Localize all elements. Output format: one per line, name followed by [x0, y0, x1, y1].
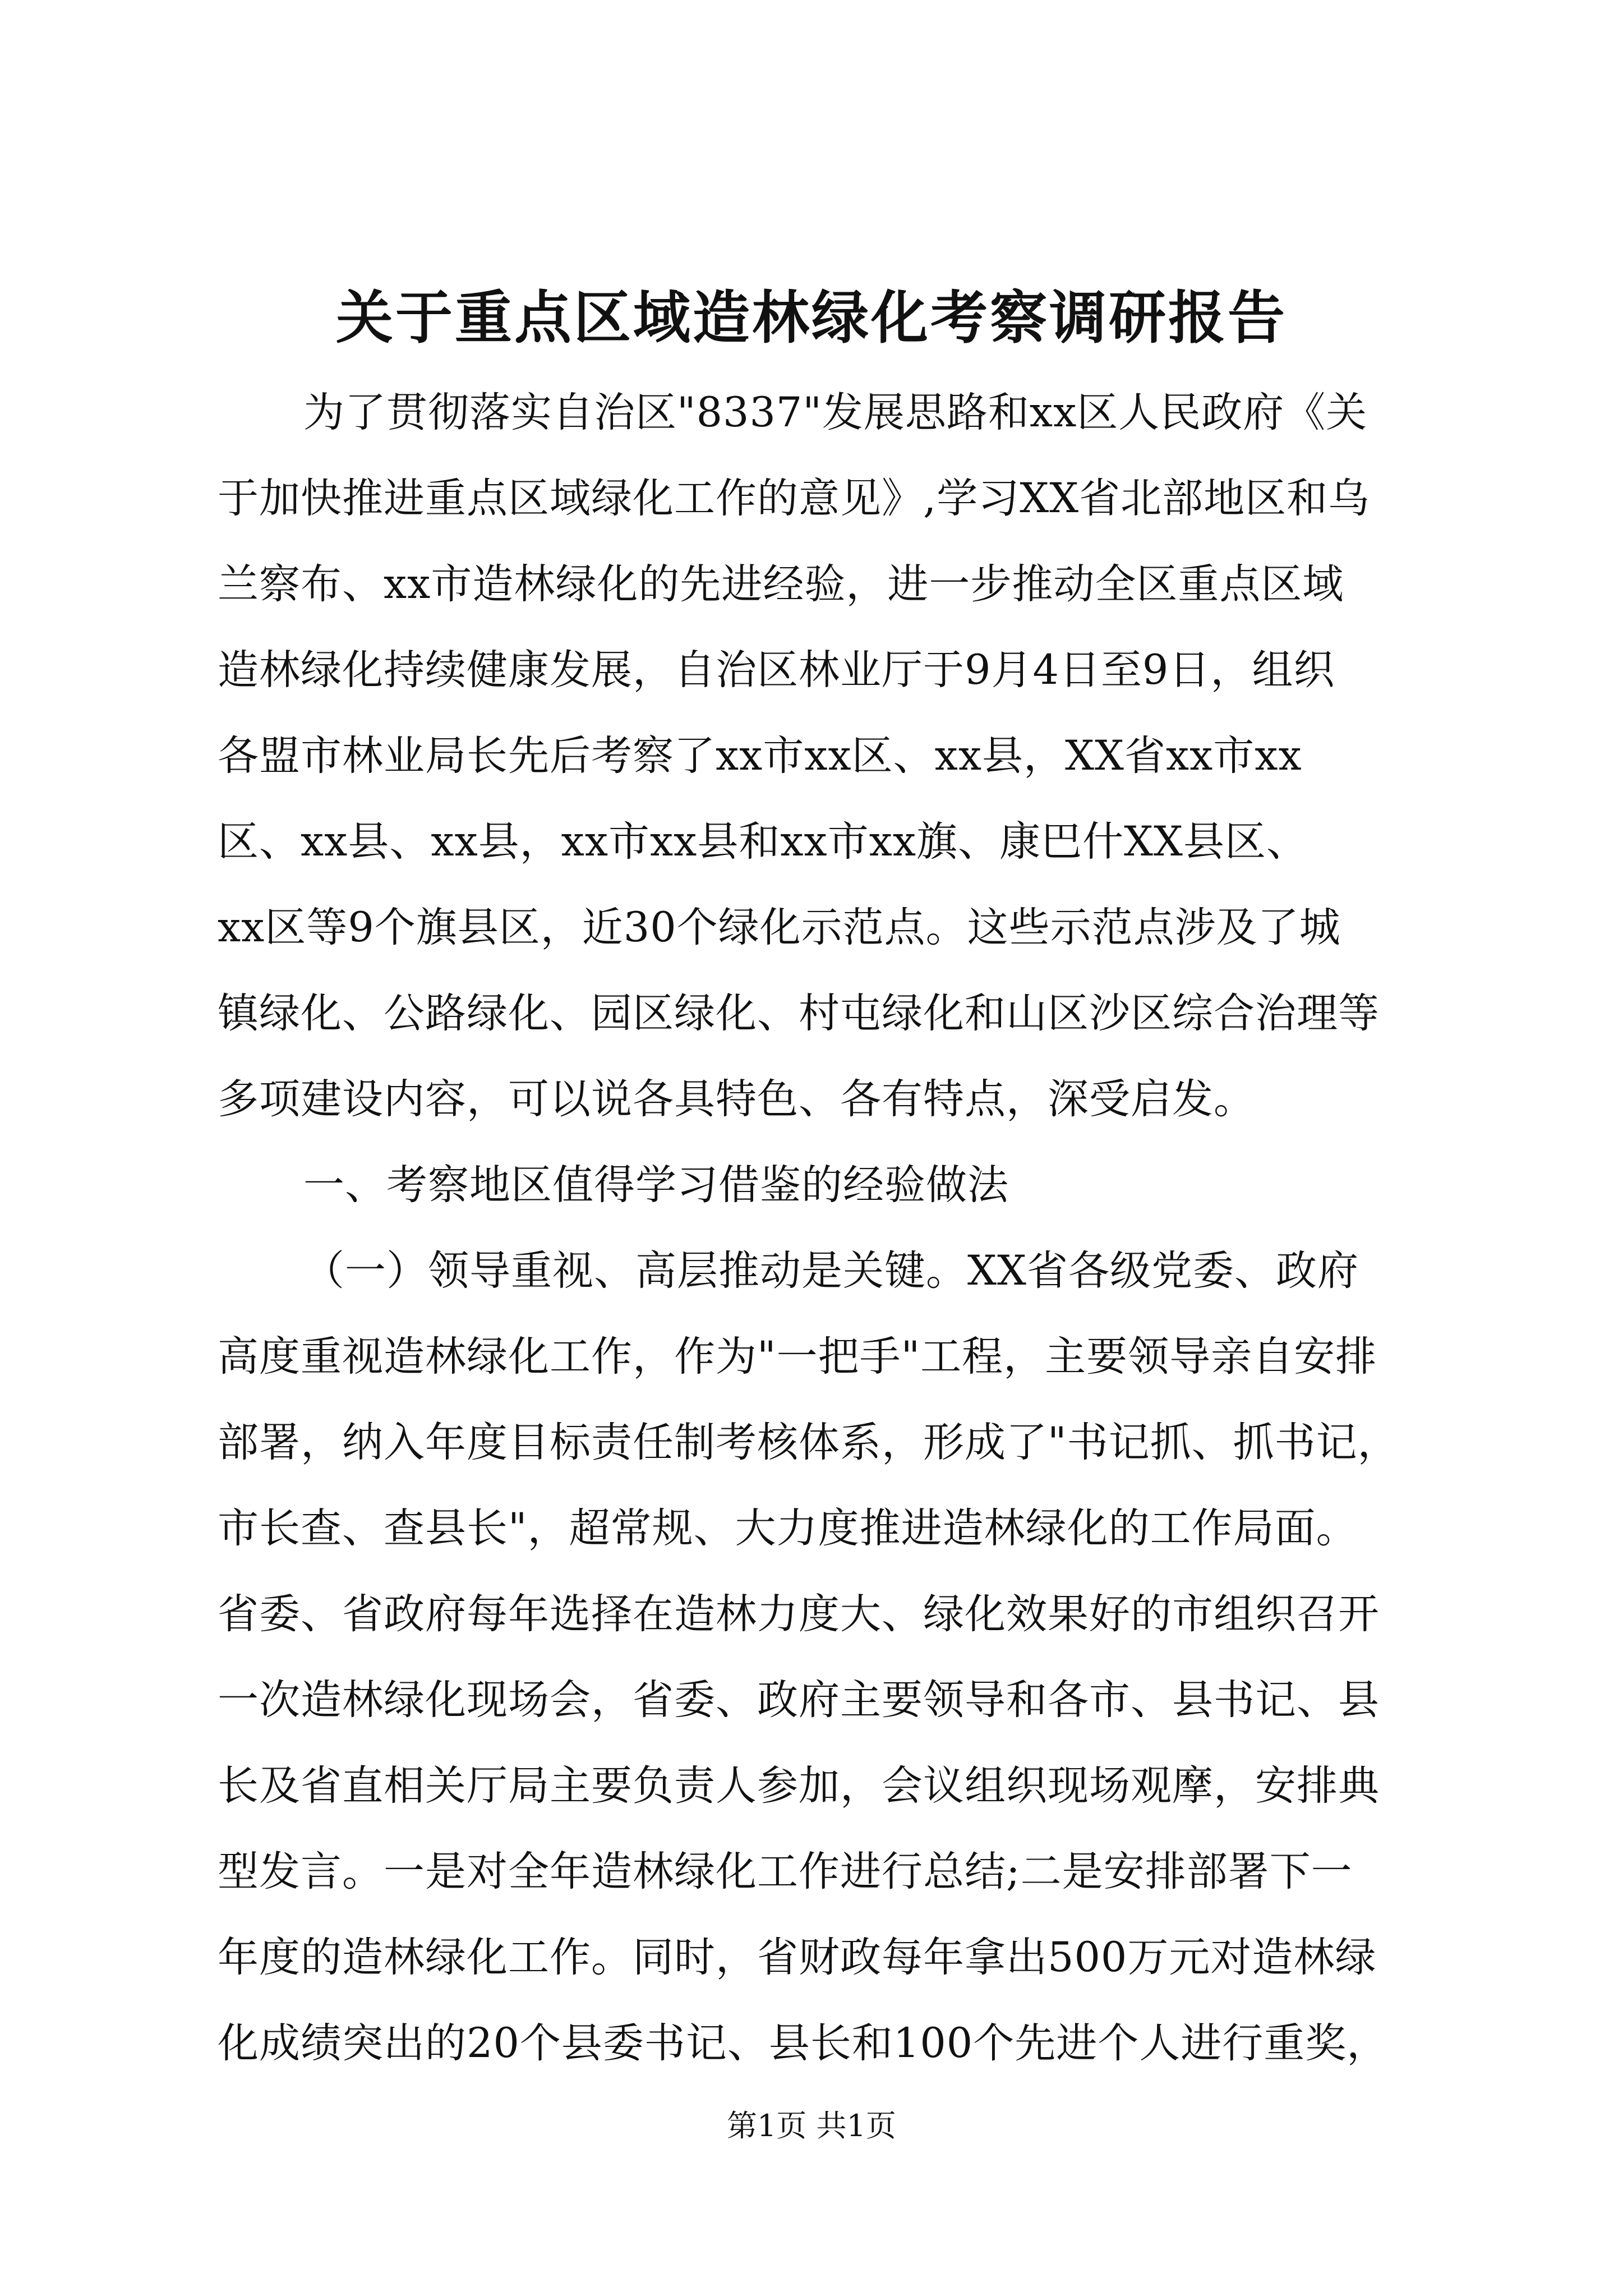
body-line: 长及省直相关厅局主要负责人参加，会议组织现场观摩，安排典: [218, 1762, 1380, 1810]
body-line: 部署，纳入年度目标责任制考核体系，形成了"书记抓、抓书记，: [218, 1419, 1399, 1466]
body-line: 高度重视造林绿化工作，作为"一把手"工程，主要领导亲自安排: [218, 1333, 1377, 1381]
body-line: 化成绩突出的20个县委书记、县长和100个先进个人进行重奖，: [218, 2019, 1389, 2067]
body-line: 各盟市林业局长先后考察了xx市xx区、xx县，XX省xx市xx: [218, 732, 1302, 780]
body-line: 省委、省政府每年选择在造林力度大、绿化效果好的市组织召开: [218, 1590, 1380, 1638]
body-line: xx区等9个旗县区，近30个绿化示范点。这些示范点涉及了城: [218, 904, 1341, 951]
body-line: 多项建设内容，可以说各具特色、各有特点，深受启发。: [218, 1075, 1255, 1123]
body-line: 兰察布、xx市造林绿化的先进经验，进一步推动全区重点区域: [218, 560, 1344, 608]
body-line: 年度的造林绿化工作。同时，省财政每年拿出500万元对造林绿: [218, 1934, 1377, 1981]
body-line: 市长查、查县长"，超常规、大力度推进造林绿化的工作局面。: [218, 1504, 1358, 1552]
body-line: 区、xx县、xx县，xx市xx县和xx市xx旗、康巴什XX县区、: [218, 818, 1308, 866]
section-heading: 一、考察地区值得学习借鉴的经验做法: [303, 1161, 1009, 1209]
body-line: 为了贯彻落实自治区"8337"发展思路和xx区人民政府《关: [303, 389, 1368, 436]
body-line: 一次造林绿化现场会，省委、政府主要领导和各市、县书记、县: [218, 1676, 1380, 1724]
body-line: 型发言。一是对全年造林绿化工作进行总结;二是安排部署下一: [218, 1848, 1353, 1895]
document-title: 关于重点区域造林绿化考察调研报告: [336, 284, 1287, 352]
body-line: （一）领导重视、高层推动是关键。XX省各级党委、政府: [303, 1247, 1359, 1295]
body-line: 镇绿化、公路绿化、园区绿化、村屯绿化和山区沙区综合治理等: [218, 990, 1380, 1037]
body-line: 造林绿化持续健康发展，自治区林业厅于9月4日至9日，组织: [218, 646, 1335, 694]
body-line: 于加快推进重点区域绿化工作的意见》,学习XX省北部地区和乌: [218, 475, 1370, 522]
page-footer: 第1页 共1页: [727, 2108, 896, 2143]
